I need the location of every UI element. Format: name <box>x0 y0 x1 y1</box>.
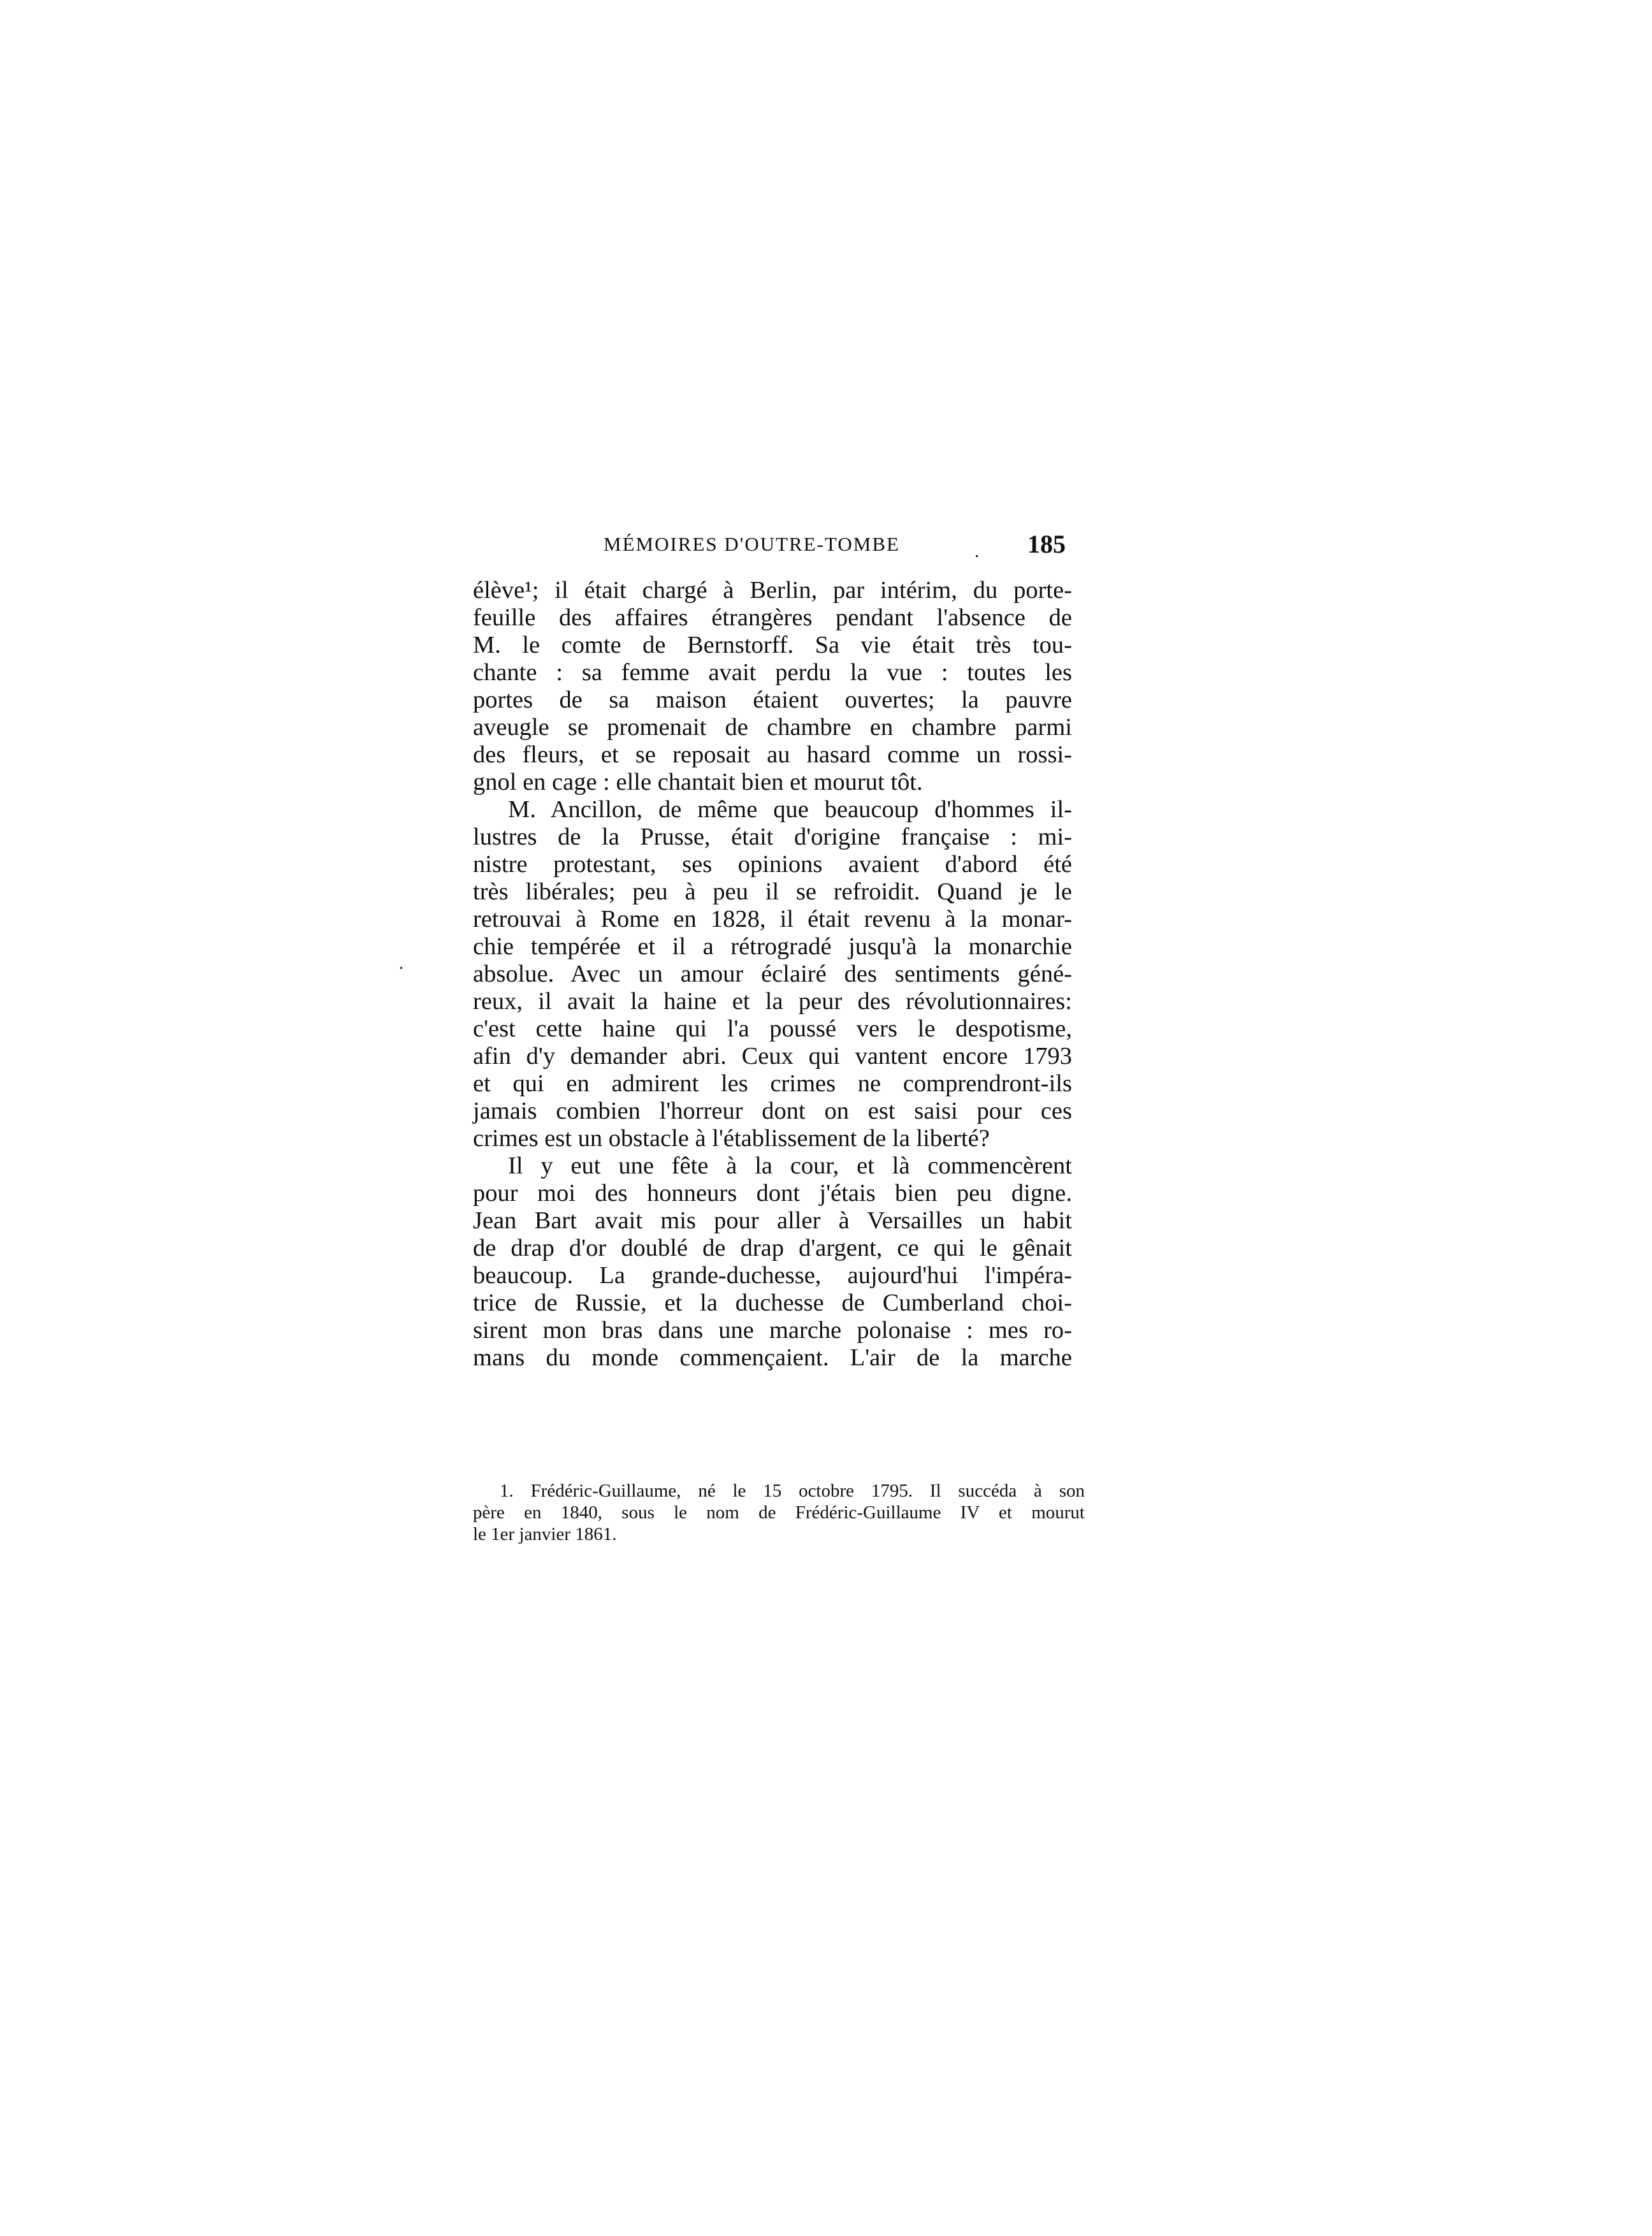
text-line: M. le comte de Bernstorff. Sa vie était très tou- <box>473 632 1072 658</box>
footnotes <box>473 1480 1085 1545</box>
text-line: aveugle se promenait de chambre en chambre parmi <box>473 714 1072 741</box>
stray-dot: . <box>975 541 980 562</box>
running-head <box>473 529 1066 567</box>
text-line: gnol en cage : elle chantait bien et mourut tôt. <box>473 769 923 795</box>
text-line: mans du monde commençaient. L'air de la marche <box>473 1344 1072 1371</box>
text-line: des fleurs, et se reposait au hasard comme un rossi- <box>473 741 1072 768</box>
text-line: élève¹; il était chargé à Berlin, par intérim, du porte- <box>473 577 1072 604</box>
text-line: feuille des affaires étrangères pendant l'absence de <box>473 604 1072 631</box>
text-line: Il y eut une fête à la cour, et là commencèrent <box>508 1152 1072 1179</box>
text-line: très libérales; peu à peu il se refroidit. Quand je le <box>473 878 1072 905</box>
text-line: trice de Russie, et la duchesse de Cumberland choi- <box>473 1289 1072 1316</box>
text-line: absolue. Avec un amour éclairé des sentiments géné- <box>473 961 1072 987</box>
text-line: lustres de la Prusse, était d'origine française : mi- <box>473 824 1072 850</box>
text-line: c'est cette haine qui l'a poussé vers le despotisme, <box>473 1015 1072 1042</box>
text-line: reux, il avait la haine et la peur des révolutionnaires: <box>473 988 1072 1015</box>
text-line: beaucoup. La grande-duchesse, aujourd'hui l'impéra- <box>473 1262 1072 1289</box>
footnote-line: le 1er janvier 1861. <box>473 1524 617 1544</box>
footnote-line: père en 1840, sous le nom de Frédéric-Guillaume IV et mourut <box>473 1502 1085 1523</box>
text-line: chante : sa femme avait perdu la vue : toutes les <box>473 659 1072 686</box>
text-line: de drap d'or doublé de drap d'argent, ce qui le gênait <box>473 1235 1072 1261</box>
stray-dot: . <box>399 954 403 973</box>
text-line: crimes est un obstacle à l'établissement de la liberté? <box>473 1125 990 1152</box>
text-line: pour moi des honneurs dont j'étais bien peu digne. <box>473 1180 1072 1207</box>
text-line: portes de sa maison étaient ouvertes; la pauvre <box>473 686 1072 713</box>
text-line: M. Ancillon, de même que beaucoup d'hommes il- <box>508 796 1072 823</box>
footnote-line: 1. Frédéric-Guillaume, né le 15 octobre 1795. Il succéda à son <box>500 1481 1085 1501</box>
running-head-title: MÉMOIRES D'OUTRE-TOMBE <box>604 533 900 555</box>
text-line: et qui en admirent les crimes ne comprendront-ils <box>473 1070 1072 1097</box>
body-text <box>473 577 1072 1372</box>
text-line: nistre protestant, ses opinions avaient d'abord été <box>473 851 1072 878</box>
text-line: chie tempérée et il a rétrogradé jusqu'à la monarchie <box>473 933 1072 960</box>
page-number: 185 <box>1027 530 1066 558</box>
text-line: jamais combien l'horreur dont on est saisi pour ces <box>473 1098 1072 1124</box>
text-line: retrouvai à Rome en 1828, il était revenu à la monar- <box>473 906 1072 933</box>
text-line: Jean Bart avait mis pour aller à Versailles un habit <box>473 1207 1072 1234</box>
text-line: afin d'y demander abri. Ceux qui vantent encore 1793 <box>473 1043 1072 1070</box>
text-line: sirent mon bras dans une marche polonaise : mes ro- <box>473 1317 1072 1344</box>
